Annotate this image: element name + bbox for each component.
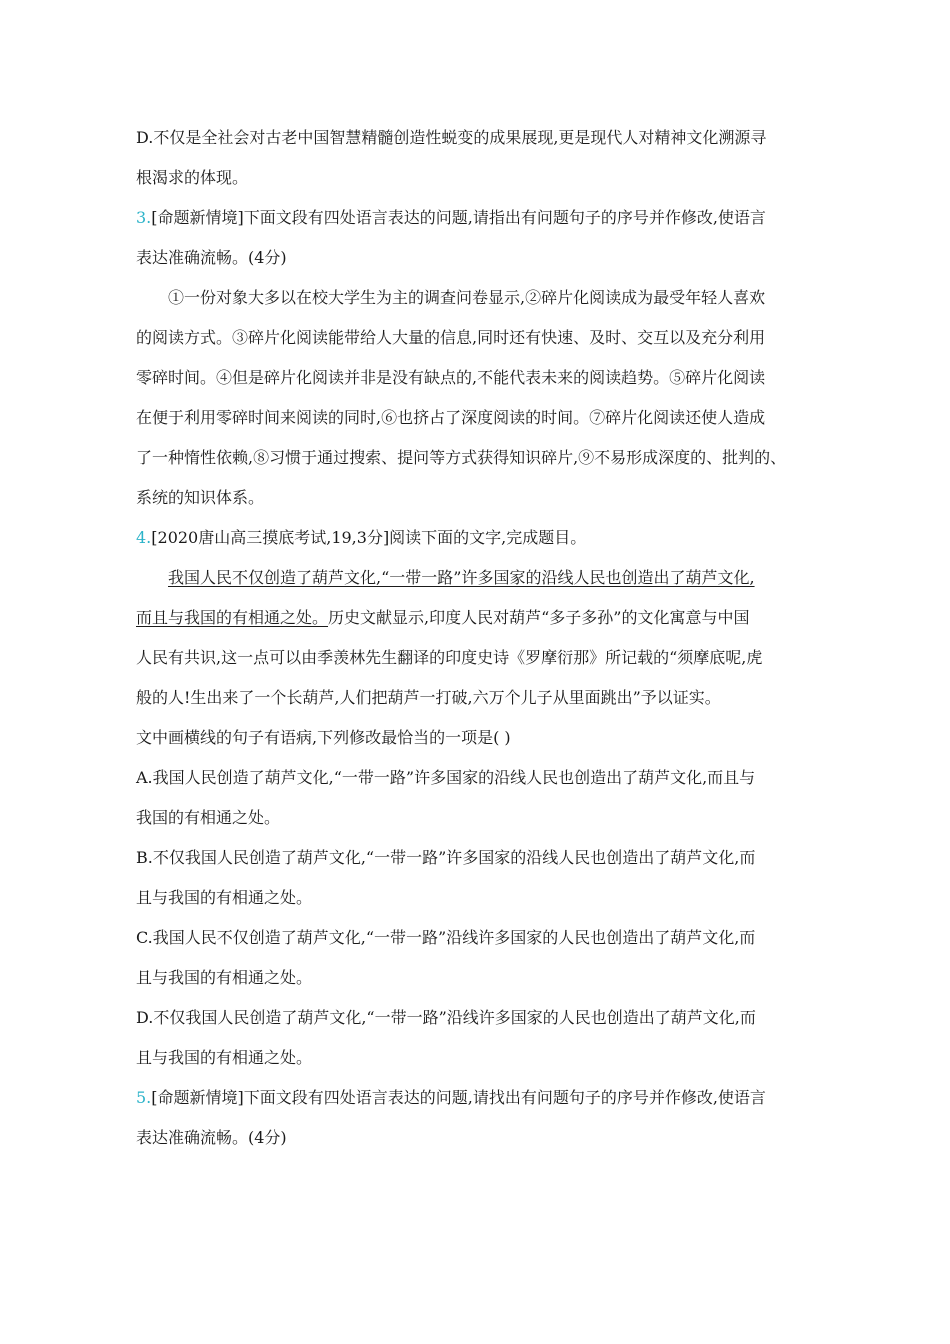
- q5-stem-line2: 表达准确流畅。(4分): [136, 1128, 287, 1147]
- q5-number: 5.: [136, 1088, 152, 1107]
- q4-question: 文中画横线的句子有语病,下列修改最恰当的一项是( ): [136, 728, 511, 747]
- q4-option-d-line1: D.不仅我国人民创造了葫芦文化,“一带一路”沿线许多国家的人民也创造出了葫芦文化,而: [136, 1008, 756, 1027]
- q3-passage-line: 在便于利用零碎时间来阅读的同时,⑥也挤占了深度阅读的时间。⑦碎片化阅读还使人造成: [136, 408, 766, 427]
- q4-passage-line4: 般的人!生出来了一个长葫芦,人们把葫芦一打破,六万个儿子从里面跳出”予以证实。: [136, 688, 721, 707]
- q3-passage-line: 系统的知识体系。: [136, 488, 265, 507]
- q4-option-c-line1: C.我国人民不仅创造了葫芦文化,“一带一路”沿线许多国家的人民也创造出了葫芦文化,而: [136, 928, 756, 947]
- q4-underlined-sentence-end: 而且与我国的有相通之处。: [136, 608, 329, 627]
- q2-option-d-line2: 根渴求的体现。: [136, 168, 249, 187]
- q5-stem-line1: [136, 1088, 766, 1108]
- q3-passage-line: 零碎时间。④但是碎片化阅读并非是没有缺点的,不能代表未来的阅读趋势。⑤碎片化阅读: [136, 368, 766, 387]
- q5-stem-text: [命题新情境]下面文段有四处语言表达的问题,请找出有问题句子的序号并作修改,使语言: [151, 1088, 766, 1107]
- q4-option-b-line2: 且与我国的有相通之处。: [136, 888, 313, 907]
- q4-option-b-line1: B.不仅我国人民创造了葫芦文化,“一带一路”许多国家的沿线人民也创造出了葫芦文化,而: [136, 848, 756, 867]
- q4-number: 4.: [136, 528, 152, 547]
- q3-stem-line1: [136, 208, 766, 228]
- q4-option-c-line2: 且与我国的有相通之处。: [136, 968, 313, 987]
- q4-option-a-line1: A.我国人民创造了葫芦文化,“一带一路”许多国家的沿线人民也创造出了葫芦文化,而且与: [136, 768, 756, 787]
- q3-number: 3.: [136, 208, 152, 227]
- q3-stem-line2: 表达准确流畅。(4分): [136, 248, 287, 267]
- q4-passage-line2-rest: 历史文献显示,印度人民对葫芦“多子多孙”的文化寓意与中国: [328, 608, 750, 627]
- q4-stem: [136, 528, 586, 548]
- q4-option-a-line2: 我国的有相通之处。: [136, 808, 281, 827]
- q2-option-d-line1: D.不仅是全社会对古老中国智慧精髓创造性蜕变的成果展现,更是现代人对精神文化溯源寻: [136, 128, 767, 147]
- q4-option-d-line2: 且与我国的有相通之处。: [136, 1048, 313, 1067]
- q4-passage-line1-underlined: 我国人民不仅创造了葫芦文化,“一带一路”许多国家的沿线人民也创造出了葫芦文化,: [168, 568, 755, 587]
- q3-passage-line: 了一种惰性依赖,⑧习惯于通过搜索、提问等方式获得知识碎片,⑨不易形成深度的、批判的、: [136, 448, 787, 467]
- q4-stem-text: [2020唐山高三摸底考试,19,3分]阅读下面的文字,完成题目。: [151, 528, 587, 547]
- q4-passage-line2: [136, 608, 749, 628]
- q3-stem-text: [命题新情境]下面文段有四处语言表达的问题,请指出有问题句子的序号并作修改,使语言: [151, 208, 766, 227]
- q3-passage-line: ①一份对象大多以在校大学生为主的调查问卷显示,②碎片化阅读成为最受年轻人喜欢: [168, 288, 766, 307]
- q4-passage-line3: 人民有共识,这一点可以由季羡林先生翻译的印度史诗《罗摩衍那》所记载的“须摩底呢,虎: [136, 648, 763, 667]
- q3-passage-line: 的阅读方式。③碎片化阅读能带给人大量的信息,同时还有快速、及时、交互以及充分利用: [136, 328, 766, 347]
